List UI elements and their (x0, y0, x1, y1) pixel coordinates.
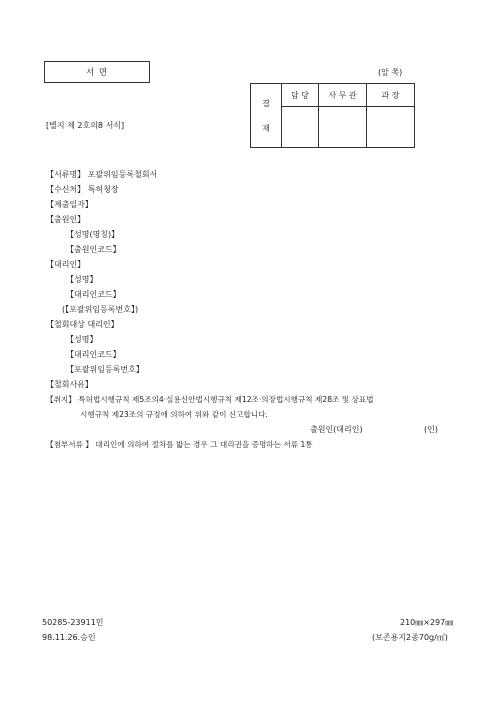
agent-heading: 【대리인】 (46, 260, 86, 269)
page-side-label: (앞 쪽) (378, 68, 403, 77)
applicant-code-field: 【출원인코드】 (66, 245, 121, 254)
approval-label-bottom: 재 (262, 123, 270, 133)
withdraw-agent-heading: 【철회대상 대리인】 (46, 320, 119, 329)
approval-sign-staff (282, 107, 319, 148)
paper-size: 210㎜×297㎜ (400, 618, 454, 627)
approval-label-top: 결 (262, 98, 270, 108)
approval-date: 98.11.26.승인 (42, 633, 96, 642)
form-code: 50285-23911민 (42, 618, 104, 627)
approval-header-officer: 사 무 관 (319, 84, 367, 107)
approval-header-chief: 과 장 (367, 84, 415, 107)
withdraw-code-field: 【대리인코드】 (66, 350, 121, 359)
withdraw-reason-field: 【철회사유】 (46, 380, 93, 389)
approval-header-staff: 담 당 (282, 84, 319, 107)
form-title: 서 면 (44, 61, 150, 83)
purpose-line-1: 【취지】 특허법시행규칙 제5조의4·실용신안법시행규칙 제12조·의장법시행규칙 제28조 및 상표법 (46, 395, 374, 404)
paper-type: (보존용지2종70g/㎡) (372, 633, 448, 642)
approval-table (250, 83, 415, 148)
applicant-heading: 【출원인】 (46, 215, 86, 224)
withdraw-registration-field: 【포괄위임등록번호】 (66, 365, 144, 374)
form-number: [별지 제 2호의8 서식] (46, 121, 125, 130)
submit-date-field: 【제출일자】 (46, 200, 93, 209)
approval-sign-chief (367, 107, 415, 148)
approval-sign-officer (319, 107, 367, 148)
signer-label: 출원인(대리인) (310, 425, 363, 434)
seal-mark: (인) (424, 425, 438, 434)
agent-name-field: 【성명】 (66, 275, 98, 284)
attachment-field: 【첨부서류 】 대리인에 의하여 절차를 밟는 경우 그 대리권을 증명하는 서류 1통 (46, 440, 313, 449)
recipient-field: 【수신처】 특허청장 (46, 185, 119, 194)
agent-code-field: 【대리인코드】 (66, 290, 121, 299)
doc-name-field: 【서류명】 포괄위임등록철회서 (46, 170, 158, 179)
withdraw-name-field: 【성명】 (66, 335, 98, 344)
applicant-name-field: 【성명(명칭)】 (66, 230, 120, 239)
purpose-line-2: 시행규칙 제23조의 규정에 의하여 위와 같이 신고합니다. (80, 410, 268, 419)
approval-label-cell (251, 84, 282, 148)
agent-registration-field: (【포괄위임등록번호】) (62, 305, 139, 314)
